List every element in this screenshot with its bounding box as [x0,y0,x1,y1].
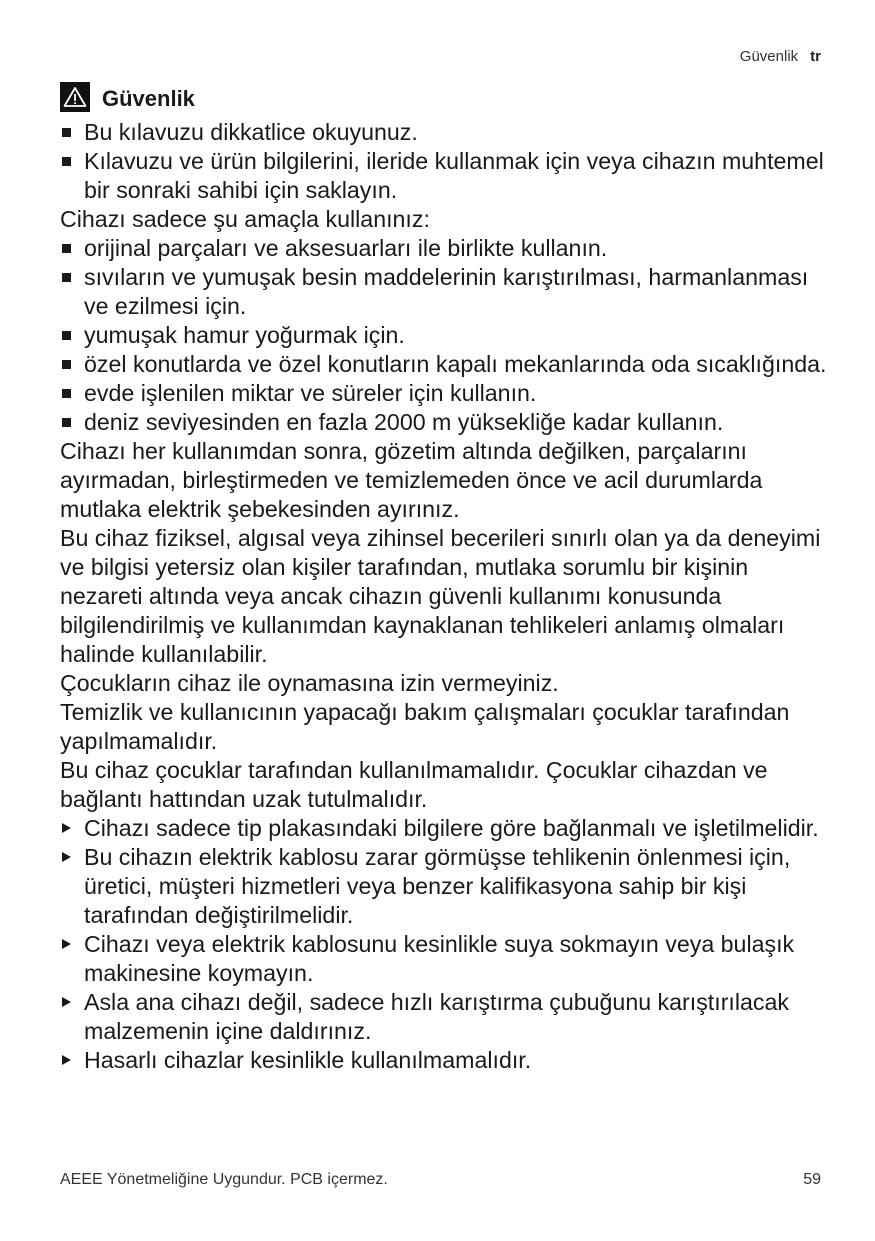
paragraph [60,756,830,814]
safety-content [60,78,830,1075]
block-text: Bu cihazın elektrik kablosu zarar görmüşse tehlikenin önlenmesi için, üretici, müşteri hizmetleri veya benzer kalifikasyona sahip bir kişi tarafından değiştirilmelidir. [84,844,791,928]
header-section: Güvenlik [739,48,799,65]
instruction-item [60,988,830,1046]
block-text: Temizlik ve kullanıcının yapacağı bakım çalışmaları çocuklar tarafından yapılmamalıdır. [60,699,790,754]
block-text: Asla ana cihazı değil, sadece hızlı karıştırma çubuğunu karıştırılacak malzemenin içine daldırınız. [84,989,789,1044]
instruction-item [60,814,830,843]
block-text: Bu cihaz fiziksel, algısal veya zihinsel becerileri sınırlı olan ya da deneyimi ve bilgisi yetersiz olan kişiler tarafından, mutlaka sorumlu bir kişinin nezareti altında veya ancak cihazın güvenli kullanımı konusunda bilgilendirilmiş ve kullanımdan kaynaklanan tehlikeleri anlamış olmaları halinde kullanılabilir. [60,525,821,667]
square-bullet-icon [62,273,71,282]
block-text: orijinal parçaları ve aksesuarları ile birlikte kullanın. [84,235,608,261]
instruction-item [60,843,830,930]
paragraph [60,437,830,524]
square-bullet-icon [62,244,71,253]
square-bullet-icon [62,157,71,166]
instruction-item [60,930,830,988]
bullet-item [60,118,830,147]
block-text: özel konutlarda ve özel konutların kapalı mekanlarında oda sıcaklığında. [84,351,827,377]
bullet-item [60,147,830,205]
running-header [740,48,821,65]
safety-text-blocks [60,118,830,1075]
block-text: Çocukların cihaz ile oynamasına izin vermeyiniz. [60,670,559,696]
bullet-item [60,234,830,263]
instruction-item [60,1046,830,1075]
block-text: Cihazı sadece şu amaçla kullanınız: [60,206,430,232]
block-text: yumuşak hamur yoğurmak için. [84,322,405,348]
footer-note: AEEE Yönetmeliğine Uygundur. PCB içermez. [60,1171,388,1188]
block-text: sıvıların ve yumuşak besin maddelerinin karıştırılması, harmanlanması ve ezilmesi için. [84,264,809,319]
bullet-item [60,408,830,437]
arrow-bullet-icon [62,997,71,1007]
arrow-bullet-icon [62,852,71,862]
block-text: Bu cihaz çocuklar tarafından kullanılmamalıdır. Çocuklar cihazdan ve bağlantı hattından uzak tutulmalıdır. [60,757,768,812]
paragraph [60,524,830,669]
bullet-item [60,350,830,379]
header-language: tr [810,48,821,65]
bullet-item [60,263,830,321]
arrow-bullet-icon [62,1055,71,1065]
square-bullet-icon [62,418,71,427]
square-bullet-icon [62,331,71,340]
block-text: deniz seviyesinden en fazla 2000 m yüksekliğe kadar kullanın. [84,409,724,435]
paragraph [60,698,830,756]
bullet-item [60,321,830,350]
square-bullet-icon [62,389,71,398]
block-text: Cihazı veya elektrik kablosunu kesinlikle suya sokmayın veya bulaşık makinesine koymayın. [84,931,795,986]
paragraph [60,205,830,234]
block-text: Kılavuzu ve ürün bilgilerini, ileride kullanmak için veya cihazın muhtemel bir sonraki sahibi için saklayın. [84,148,824,203]
block-text: Cihazı her kullanımdan sonra, gözetim altında değilken, parçalarını ayırmadan, birleştirmeden ve temizlemeden önce ve acil durumlarda mutlaka elektrik şebekesinden ayırınız. [60,438,763,522]
arrow-bullet-icon [62,823,71,833]
square-bullet-icon [62,128,71,137]
block-text: evde işlenilen miktar ve süreler için kullanın. [84,380,537,406]
arrow-bullet-icon [62,939,71,949]
bullet-item [60,379,830,408]
block-text: Hasarlı cihazlar kesinlikle kullanılmamalıdır. [84,1047,532,1073]
warning-triangle-icon [60,82,90,112]
section-title-text: Güvenlik [102,85,195,111]
section-title [60,78,830,118]
block-text: Cihazı sadece tip plakasındaki bilgilere göre bağlanmalı ve işletilmelidir. [84,815,819,841]
paragraph [60,669,830,698]
square-bullet-icon [62,360,71,369]
block-text: Bu kılavuzu dikkatlice okuyunuz. [84,119,418,145]
page-number: 59 [803,1171,821,1188]
